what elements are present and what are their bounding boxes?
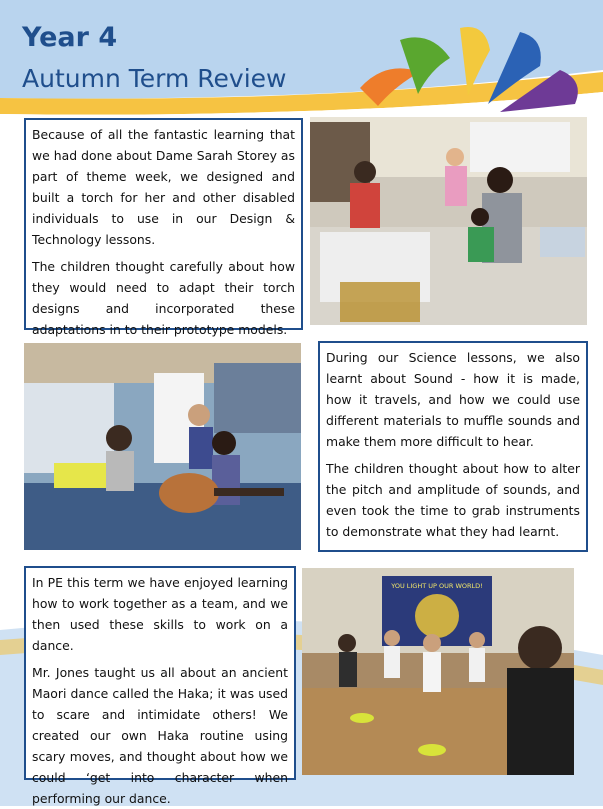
header-banner	[0, 0, 603, 125]
pe-paragraph-1: In PE this term we have enjoyed learning how to work together as a team, and we then used these skills to work on a dance.	[32, 575, 288, 653]
science-text-box	[318, 341, 588, 552]
page-subtitle: Autumn Term Review	[22, 64, 287, 93]
dt-paragraph-2: The children thought carefully about how they would need to adapt their torch designs and incorporated these adaptations in to their prototype models.	[32, 259, 295, 337]
dt-text-box	[24, 118, 303, 337]
pe-paragraph-2: Mr. Jones taught us all about an ancient Maori dance called the Haka; it was used to scare and intimidate others! We created our own Haka routine using scary moves, and thought about how we could ‘get into character when performing our dance.	[32, 665, 288, 806]
science-paragraph-1: During our Science lessons, we also learnt about Sound - how it is made, how it travels, and how we could use different materials to muffle sounds and make them more difficult to hear.	[326, 350, 580, 449]
children-playing-instruments-photo	[24, 343, 301, 550]
page-title: Year 4	[22, 22, 118, 53]
school-hall-haka-dance-photo	[302, 568, 574, 775]
header-graphic	[0, 0, 603, 125]
science-paragraph-2: The children thought about how to alter the pitch and amplitude of sounds, and even took the time to grab instruments to demonstrate what they had learnt.	[326, 461, 580, 539]
pe-text-box	[24, 566, 296, 806]
wall-display-text: YOU LIGHT UP OUR WORLD!	[391, 582, 483, 590]
classroom-torch-building-photo	[310, 117, 587, 325]
dt-paragraph-1: Because of all the fantastic learning that we had done about Dame Sarah Storey as part of theme week, we designed and built a torch for her and other disabled individuals to use in our Design & Technology lessons.	[32, 127, 295, 247]
